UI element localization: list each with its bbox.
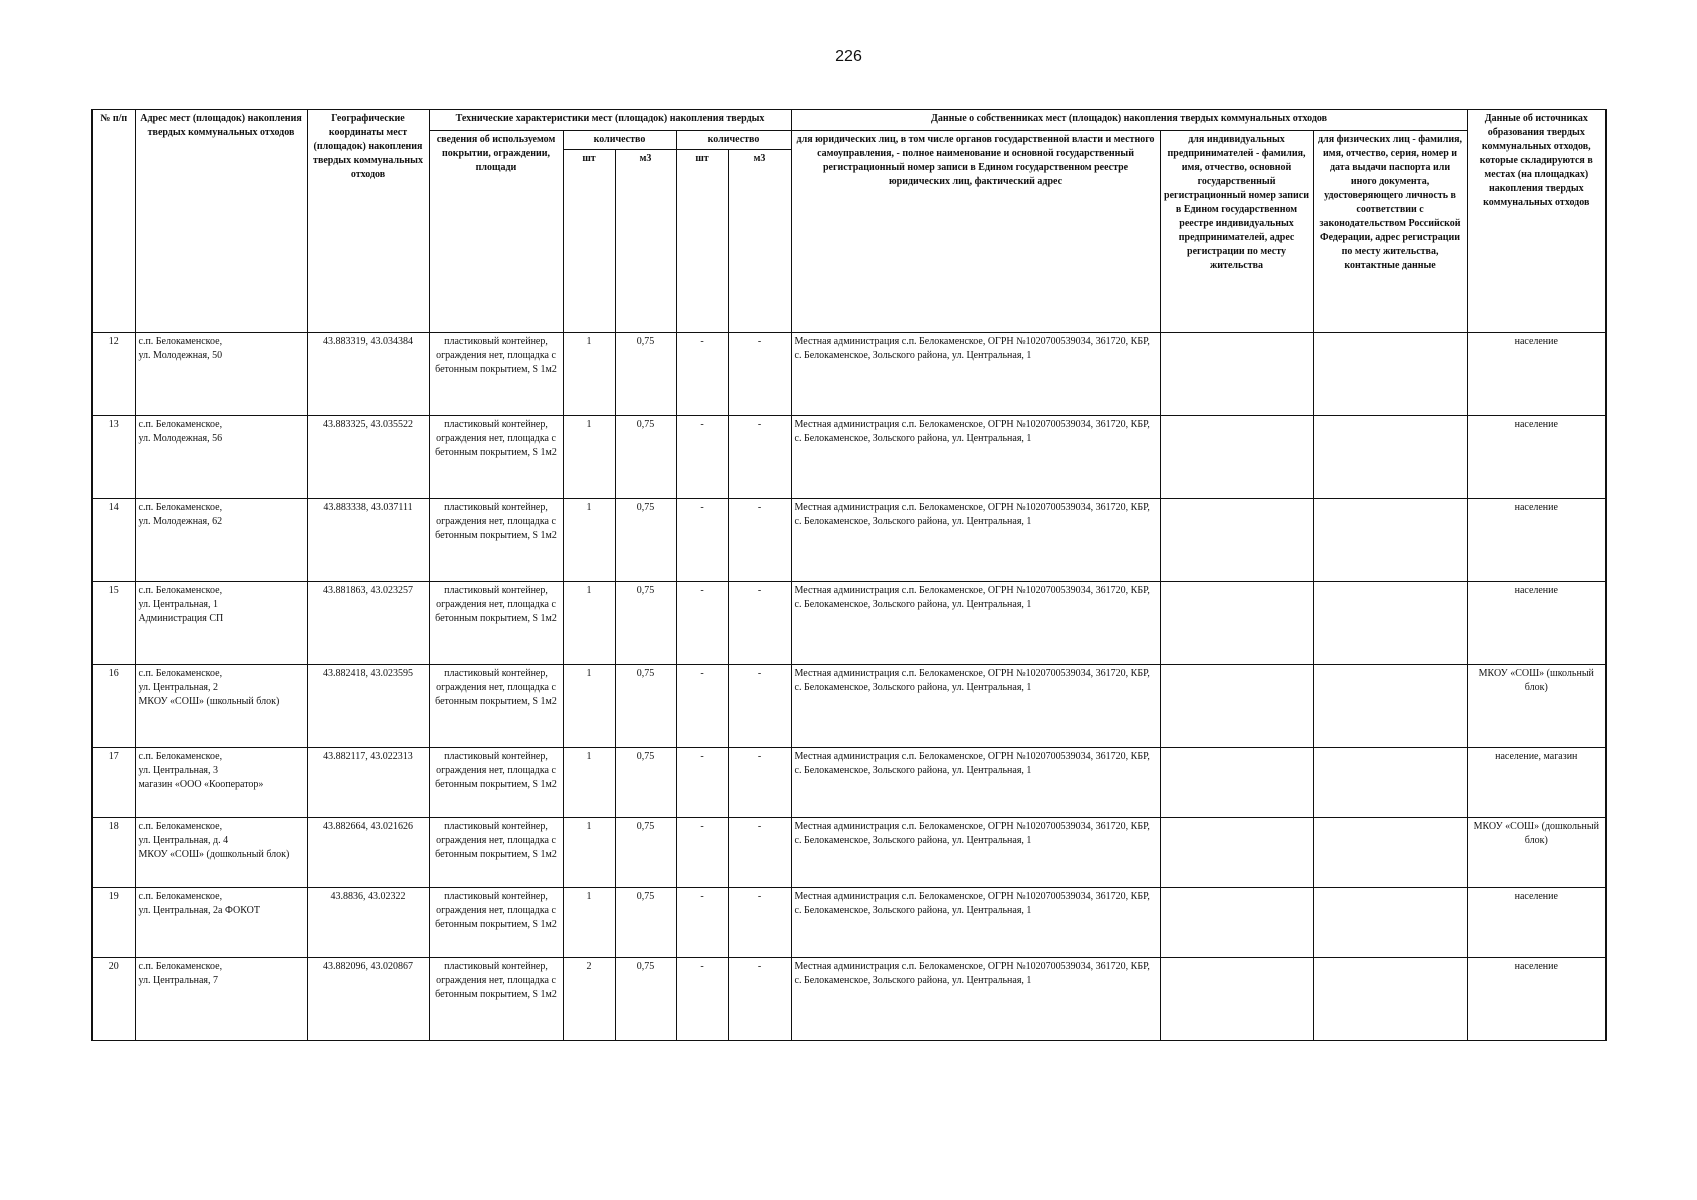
- row-pcs: 1: [563, 499, 615, 582]
- header-owners-person: для физических лиц - фамилия, имя, отчество, серия, номер и дата выдачи паспорта или иного документа, удостоверяющего личность в соответствии с законодательством Российской Федерации, адрес регистрации по месту жительства, контактные данные: [1313, 131, 1467, 333]
- row-number: 16: [92, 665, 135, 748]
- row-plan-m3: -: [728, 416, 791, 499]
- row-cover: пластиковый контейнер, ограждения нет, площадка с бетонным покрытием, S 1м2: [429, 665, 563, 748]
- row-cover: пластиковый контейнер, ограждения нет, площадка с бетонным покрытием, S 1м2: [429, 333, 563, 416]
- header-tech-planned: [676, 131, 791, 150]
- row-owner-ip: [1160, 818, 1313, 888]
- row-owner-ip: [1160, 582, 1313, 665]
- row-number: 18: [92, 818, 135, 888]
- row-m3: 0,75: [615, 333, 676, 416]
- row-pcs: 1: [563, 582, 615, 665]
- header-tech-cover: сведения об используемом покрытии, ограждении, площади: [429, 131, 563, 333]
- row-plan-m3: -: [728, 818, 791, 888]
- header-unit-m3: м3: [615, 150, 676, 333]
- row-source: население: [1467, 333, 1606, 416]
- row-source: МКОУ «СОШ» (школьный блок): [1467, 665, 1606, 748]
- row-plan-pcs: -: [676, 818, 728, 888]
- table-row: [92, 958, 1606, 1041]
- row-owner-person: [1313, 818, 1467, 888]
- header-tech-placed-text: количество: [593, 134, 646, 145]
- row-pcs: 1: [563, 333, 615, 416]
- row-pcs: 1: [563, 818, 615, 888]
- table-row: [92, 333, 1606, 416]
- row-number: 17: [92, 748, 135, 818]
- header-num: № п/п: [92, 110, 135, 333]
- row-owner-ip: [1160, 416, 1313, 499]
- row-plan-m3: -: [728, 499, 791, 582]
- row-owner-legal: Местная администрация с.п. Белокаменское, ОГРН №1020700539034, 361720, КБР, с. Белокаменское, Зольского района, ул. Центральная, 1: [791, 333, 1160, 416]
- row-pcs: 1: [563, 416, 615, 499]
- waste-sites-table: [91, 109, 1607, 1041]
- header-tech: [429, 110, 791, 131]
- row-plan-m3: -: [728, 958, 791, 1041]
- row-number: 13: [92, 416, 135, 499]
- row-coords: 43.883325, 43.035522: [307, 416, 429, 499]
- row-plan-pcs: -: [676, 958, 728, 1041]
- header-owners-ip: для индивидуальных предпринимателей - фамилия, имя, отчество, основной государственный регистрационный номер записи в Едином государственном реестре индивидуальных предпринимателей, адрес регистрации по месту жительства: [1160, 131, 1313, 333]
- row-address: с.п. Белокаменское, ул. Центральная, 2 МКОУ «СОШ» (школьный блок): [135, 665, 307, 748]
- row-plan-pcs: -: [676, 888, 728, 958]
- row-owner-ip: [1160, 888, 1313, 958]
- row-owner-person: [1313, 888, 1467, 958]
- row-source: население, магазин: [1467, 748, 1606, 818]
- row-owner-person: [1313, 582, 1467, 665]
- row-owner-legal: Местная администрация с.п. Белокаменское, ОГРН №1020700539034, 361720, КБР, с. Белокаменское, Зольского района, ул. Центральная, 1: [791, 582, 1160, 665]
- row-cover: пластиковый контейнер, ограждения нет, площадка с бетонным покрытием, S 1м2: [429, 582, 563, 665]
- row-plan-pcs: -: [676, 416, 728, 499]
- row-coords: 43.881863, 43.023257: [307, 582, 429, 665]
- row-m3: 0,75: [615, 818, 676, 888]
- row-owner-legal: Местная администрация с.п. Белокаменское, ОГРН №1020700539034, 361720, КБР, с. Белокаменское, Зольского района, ул. Центральная, 1: [791, 416, 1160, 499]
- row-address: с.п. Белокаменское, ул. Центральная, д. 4 МКОУ «СОШ» (дошкольный блок): [135, 818, 307, 888]
- row-coords: 43.883338, 43.037111: [307, 499, 429, 582]
- row-source: население: [1467, 499, 1606, 582]
- row-owner-person: [1313, 665, 1467, 748]
- row-cover: пластиковый контейнер, ограждения нет, площадка с бетонным покрытием, S 1м2: [429, 818, 563, 888]
- header-plan-unit-pcs: шт: [676, 150, 728, 333]
- row-source: МКОУ «СОШ» (дошкольный блок): [1467, 818, 1606, 888]
- table-row: [92, 665, 1606, 748]
- row-owner-ip: [1160, 665, 1313, 748]
- row-owner-legal: Местная администрация с.п. Белокаменское, ОГРН №1020700539034, 361720, КБР, с. Белокаменское, Зольского района, ул. Центральная, 1: [791, 818, 1160, 888]
- row-pcs: 2: [563, 958, 615, 1041]
- row-m3: 0,75: [615, 748, 676, 818]
- row-plan-m3: -: [728, 665, 791, 748]
- table-row: [92, 582, 1606, 665]
- row-pcs: 1: [563, 888, 615, 958]
- row-owner-person: [1313, 499, 1467, 582]
- row-source: население: [1467, 582, 1606, 665]
- row-owner-person: [1313, 958, 1467, 1041]
- row-address: с.п. Белокаменское, ул. Центральная, 2а ФОКОТ: [135, 888, 307, 958]
- row-plan-m3: -: [728, 888, 791, 958]
- header-address: Адрес мест (площадок) накопления твердых коммунальных отходов: [135, 110, 307, 333]
- row-owner-person: [1313, 416, 1467, 499]
- row-plan-pcs: -: [676, 665, 728, 748]
- row-source: население: [1467, 888, 1606, 958]
- row-plan-pcs: -: [676, 748, 728, 818]
- row-cover: пластиковый контейнер, ограждения нет, площадка с бетонным покрытием, S 1м2: [429, 958, 563, 1041]
- row-coords: 43.882664, 43.021626: [307, 818, 429, 888]
- row-coords: 43.8836, 43.02322: [307, 888, 429, 958]
- row-plan-m3: -: [728, 748, 791, 818]
- row-address: с.п. Белокаменское, ул. Молодежная, 62: [135, 499, 307, 582]
- row-number: 12: [92, 333, 135, 416]
- row-cover: пластиковый контейнер, ограждения нет, площадка с бетонным покрытием, S 1м2: [429, 748, 563, 818]
- header-coords: Географические координаты мест (площадок) накопления твердых коммунальных отходов: [307, 110, 429, 333]
- header-plan-unit-m3: м3: [728, 150, 791, 333]
- header-unit-pcs: шт: [563, 150, 615, 333]
- row-cover: пластиковый контейнер, ограждения нет, площадка с бетонным покрытием, S 1м2: [429, 888, 563, 958]
- row-m3: 0,75: [615, 416, 676, 499]
- row-owner-legal: Местная администрация с.п. Белокаменское, ОГРН №1020700539034, 361720, КБР, с. Белокаменское, Зольского района, ул. Центральная, 1: [791, 665, 1160, 748]
- table-header: [92, 110, 1606, 333]
- row-source: население: [1467, 958, 1606, 1041]
- header-tech-text: Технические характеристики мест (площадок) накопления твердых: [455, 113, 765, 124]
- row-owner-ip: [1160, 958, 1313, 1041]
- row-cover: пластиковый контейнер, ограждения нет, площадка с бетонным покрытием, S 1м2: [429, 499, 563, 582]
- row-m3: 0,75: [615, 958, 676, 1041]
- header-sources: Данные об источниках образования твердых коммунальных отходов, которые складируются в местах (на площадках) накопления твердых коммунальных отходов: [1467, 110, 1606, 333]
- row-number: 19: [92, 888, 135, 958]
- row-owner-ip: [1160, 499, 1313, 582]
- row-address: с.п. Белокаменское, ул. Центральная, 1 Администрация СП: [135, 582, 307, 665]
- row-coords: 43.882418, 43.023595: [307, 665, 429, 748]
- row-pcs: 1: [563, 748, 615, 818]
- table-row: [92, 499, 1606, 582]
- row-owner-legal: Местная администрация с.п. Белокаменское, ОГРН №1020700539034, 361720, КБР, с. Белокаменское, Зольского района, ул. Центральная, 1: [791, 499, 1160, 582]
- row-address: с.п. Белокаменское, ул. Центральная, 7: [135, 958, 307, 1041]
- row-address: с.п. Белокаменское, ул. Молодежная, 50: [135, 333, 307, 416]
- row-owner-person: [1313, 333, 1467, 416]
- row-plan-pcs: -: [676, 582, 728, 665]
- row-pcs: 1: [563, 665, 615, 748]
- row-number: 20: [92, 958, 135, 1041]
- row-plan-m3: -: [728, 582, 791, 665]
- header-tech-placed: [563, 131, 676, 150]
- header-owners: Данные о собственниках мест (площадок) накопления твердых коммунальных отходов: [791, 110, 1467, 131]
- row-coords: 43.882117, 43.022313: [307, 748, 429, 818]
- row-m3: 0,75: [615, 582, 676, 665]
- row-owner-legal: Местная администрация с.п. Белокаменское, ОГРН №1020700539034, 361720, КБР, с. Белокаменское, Зольского района, ул. Центральная, 1: [791, 958, 1160, 1041]
- row-plan-pcs: -: [676, 499, 728, 582]
- row-number: 14: [92, 499, 135, 582]
- row-address: с.п. Белокаменское, ул. Центральная, 3 магазин «ООО «Кооператор»: [135, 748, 307, 818]
- row-plan-m3: -: [728, 333, 791, 416]
- row-owner-legal: Местная администрация с.п. Белокаменское, ОГРН №1020700539034, 361720, КБР, с. Белокаменское, Зольского района, ул. Центральная, 1: [791, 748, 1160, 818]
- row-source: население: [1467, 416, 1606, 499]
- row-owner-ip: [1160, 748, 1313, 818]
- row-cover: пластиковый контейнер, ограждения нет, площадка с бетонным покрытием, S 1м2: [429, 416, 563, 499]
- row-address: с.п. Белокаменское, ул. Молодежная, 56: [135, 416, 307, 499]
- row-owner-ip: [1160, 333, 1313, 416]
- row-m3: 0,75: [615, 499, 676, 582]
- header-tech-planned-text: количество: [707, 134, 760, 145]
- table-row: [92, 748, 1606, 818]
- table-row: [92, 818, 1606, 888]
- row-plan-pcs: -: [676, 333, 728, 416]
- page-number: 226: [835, 48, 862, 65]
- row-m3: 0,75: [615, 888, 676, 958]
- row-owner-legal: Местная администрация с.п. Белокаменское, ОГРН №1020700539034, 361720, КБР, с. Белокаменское, Зольского района, ул. Центральная, 1: [791, 888, 1160, 958]
- table-row: [92, 888, 1606, 958]
- row-coords: 43.882096, 43.020867: [307, 958, 429, 1041]
- row-owner-person: [1313, 748, 1467, 818]
- row-coords: 43.883319, 43.034384: [307, 333, 429, 416]
- row-number: 15: [92, 582, 135, 665]
- table-body: [92, 333, 1606, 1041]
- header-owners-legal: для юридических лиц, в том числе органов государственной власти и местного самоуправления, - полное наименование и основной государственный регистрационный номер записи в Едином государственном реестре юридических лиц, фактический адрес: [791, 131, 1160, 333]
- table-row: [92, 416, 1606, 499]
- row-m3: 0,75: [615, 665, 676, 748]
